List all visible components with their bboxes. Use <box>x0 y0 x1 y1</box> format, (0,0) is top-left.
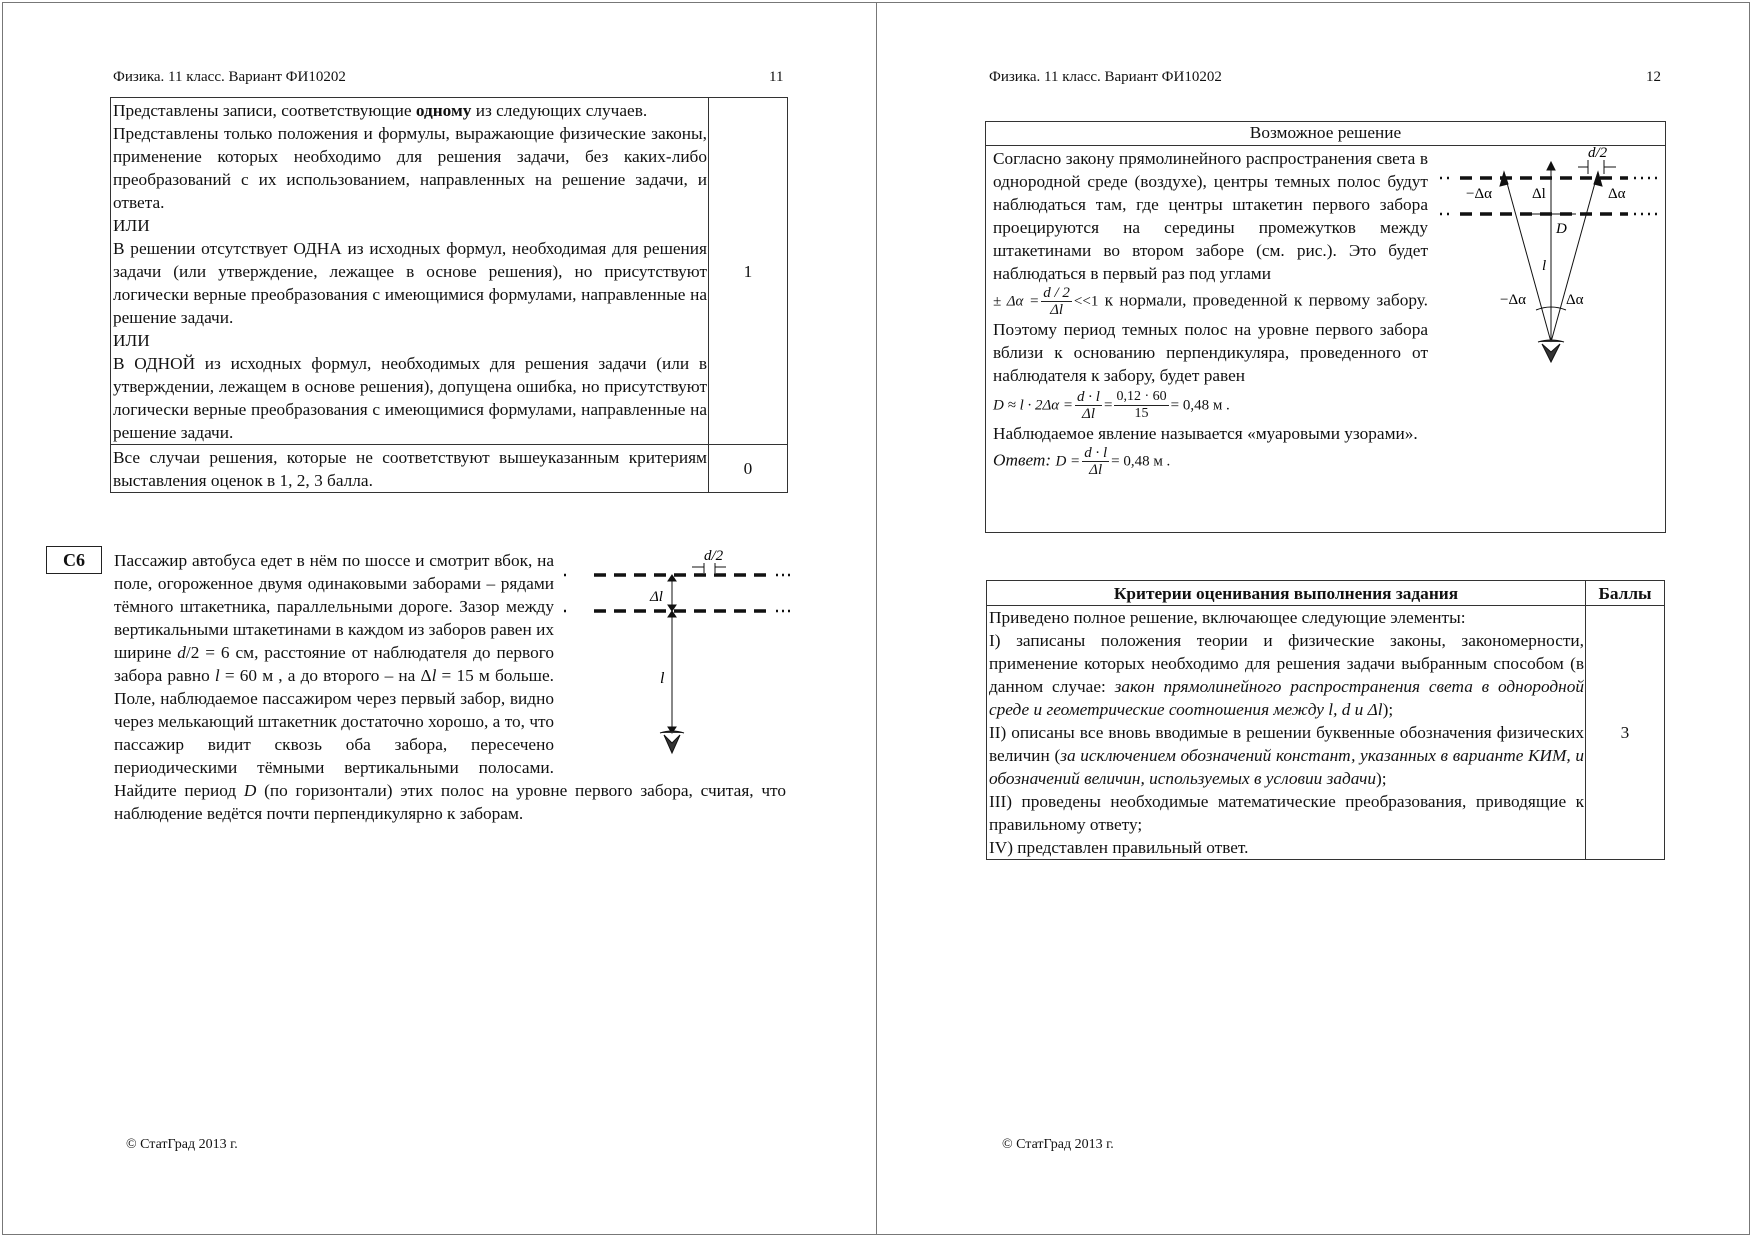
criteria-header-row <box>987 581 1665 606</box>
sol-fig-D: D <box>1556 221 1567 237</box>
left-page-header: Физика. 11 класс. Вариант ФИ10202 <box>113 69 346 85</box>
sol-fig-mda1: −Δα <box>1466 186 1492 202</box>
criteria-text-3: Приведено полное решение, включающее следующие элементы: I) записаны положения теории и физические законы, закономерности, применение которых необходимо для решения задачи выбранным способом (в данном случае: закон прямолинейного распространения света в однородной среде и геометрические соотношения между l, d и Δl); II) описаны все вновь вводимые в решении буквенные обозначения физических величин (за исключением обозначений констант, указанных в варианте КИМ, и обозначений величин, используемых в условии задачи); III) проведены необходимые математические преобразования, приводящие к правильному ответу; IV) представлен правильный ответ. <box>987 606 1586 860</box>
fence-figure <box>560 533 792 763</box>
criteria-col-score: Баллы <box>1586 581 1665 606</box>
solution-title: Возможное решение <box>986 122 1665 146</box>
solution-para-1: Согласно закону прямолинейного распространения света в однородной среде (воздухе), центры темных полос будут наблюдаться там, где центры штакетин первого забора проецируются на середины промежутков между штакетинами во втором заборе (см. рис.). Это будет наблюдаться в первый раз под углами <box>993 149 1428 283</box>
sol-fig-mda2: −Δα <box>1500 292 1526 308</box>
observer-eye-icon <box>660 731 684 753</box>
criteria-row-3 <box>987 606 1665 860</box>
criteria-col-title: Критерии оценивания выполнения задания <box>987 581 1586 606</box>
sol-fig-l: l <box>1542 258 1547 274</box>
page-divider <box>876 2 877 1235</box>
criteria-text-1: Представлены записи, соответствующие одному из следующих случаев. Представлены только положения и формулы, выражающие физические законы, применение которых необходимо для решения задачи, без каких-либо преобразований с их использованием, направленных на решение задачи, и ответа. ИЛИ В решении отсутствует ОДНА из исходных формул, необходимая для решения задачи (или утверждение, лежащее в основе решения), но присутствуют логически верные преобразования с имеющимися формулами, направленные на решение задачи. ИЛИ В ОДНОЙ из исходных формул, необходимых для решения задачи (или в утверждении, лежащем в основе решения), допущена ошибка, но присутствуют логически верные преобразования с имеющимися формулами, направленные на решение задачи. <box>111 98 709 445</box>
solution-answer: Ответ: D = $\frac{d \cdot l}{\Delta l}$ = 0,48 м . <box>993 445 1171 478</box>
solution-box <box>985 121 1666 533</box>
criteria-text-0: Все случаи решения, которые не соответствуют вышеуказанным критериям выставления оценок в 1, 2, 3 балла. <box>111 445 709 493</box>
right-page-header: Физика. 11 класс. Вариант ФИ10202 <box>989 69 1222 85</box>
formula-1-frac: $\frac{d / 2}{\Delta l}$ <box>1043 285 1070 318</box>
criteria-row-1 <box>111 98 788 445</box>
right-criteria-table <box>986 580 1665 860</box>
left-criteria-table <box>110 97 788 493</box>
solution-formula-2: D ≈ l · 2Δα = $\frac{d \cdot l}{\Delta l}$ = $\frac{0,12 \cdot 60}{15}$ = 0,48 м . <box>993 389 1230 422</box>
criteria-row-0 <box>111 445 788 493</box>
sol-fig-dl: Δl <box>1532 186 1546 202</box>
observer-eye-icon <box>1538 340 1564 362</box>
criteria-score-0: 0 <box>709 445 788 493</box>
sol-fig-da1: Δα <box>1608 186 1626 202</box>
fig-label-l: l <box>660 670 665 687</box>
solution-para-3: Наблюдаемое явление называется «муаровыми узорами». <box>993 424 1418 443</box>
sol-fig-da2: Δα <box>1566 292 1584 308</box>
task-text: d/2 Δl l Пассажир автобуса едет в нём по шоссе и смотрит вбок, на поле, огороженное двумя одинаковыми заборами – рядами тёмного штакетника, параллельными дороге. Зазор между вертикальными штакетинами в каждом из заборов равен их ширине d/2 = 6 см, расстояние от наблюдателя до первого забора равно l = 60 м , а до второго – на Δl = 15 м больше. Поле, наблюдаемое пассажиром через первый забор, видно через мелькающий штакетник достаточно хорошо, а то, что пассажир видит сквозь оба забора, пересечено периодическими тёмными вертикальными полосами. Найдите период D (по горизонтали) этих полос на уровне первого забора, считая, что наблюдение ведётся почти перпендикулярно к заборам. <box>114 549 786 825</box>
fig-label-dl: Δl <box>650 589 663 605</box>
fig-label-d2: d/2 <box>704 548 724 564</box>
right-page-number: 12 <box>1646 69 1661 85</box>
criteria-score-1: 1 <box>709 98 788 445</box>
solution-figure <box>1438 142 1664 372</box>
left-copyright: © СтатГрад 2013 г. <box>126 1137 238 1152</box>
solution-body <box>993 147 1659 478</box>
task-label: С6 <box>46 546 102 574</box>
solution-formula-1-line: ± Δα = $\frac{d / 2}{\Delta l}$ <<1 к нормали, проведенной к первому забору. Поэтому период темных полос на уровне первого забора вблизи к основанию перпендикуляра, проведенного от наблюдателя к забору, будет равен <box>993 285 1428 385</box>
sol-fig-d2: d/2 <box>1588 145 1608 161</box>
right-copyright: © СтатГрад 2013 г. <box>1002 1137 1114 1152</box>
criteria-score-3: 3 <box>1586 606 1665 860</box>
left-page-number: 11 <box>769 69 784 85</box>
